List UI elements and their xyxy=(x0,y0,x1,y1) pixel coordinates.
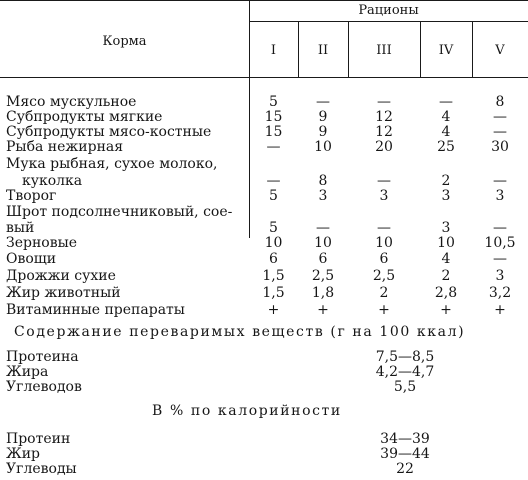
digestible-section-title: Содержание переваримых веществ (г на 100 ккал) xyxy=(14,324,466,340)
calories-value: 34—39 xyxy=(380,431,430,447)
ration-header-IV: IV xyxy=(438,43,454,58)
ration-header-V: V xyxy=(495,43,505,58)
table-top-rule xyxy=(0,0,528,1)
ration-value-cell: 1,8 xyxy=(311,285,335,301)
ration-value-cell: + xyxy=(494,302,506,318)
ration-value-cell: + xyxy=(317,302,329,318)
ration-value-cell: 2,5 xyxy=(311,268,335,284)
feed-label: Овощи xyxy=(6,251,57,267)
ration-value-cell: 3 xyxy=(379,188,389,204)
ration-value-cell: 5 xyxy=(269,220,278,236)
feed-label: Жир животный xyxy=(6,285,121,301)
ration-value-cell: 3 xyxy=(441,188,451,204)
ration-value-cell: 6 xyxy=(318,251,328,267)
digestible-label: Протеина xyxy=(6,349,79,365)
ration-value-cell: 9 xyxy=(318,124,328,140)
feed-label: Субпродукты мясо-костные xyxy=(6,124,212,140)
feed-label-continued: вый xyxy=(6,220,35,236)
calories-value: 22 xyxy=(396,461,414,477)
ration-value-cell: 15 xyxy=(264,124,283,140)
ration-value-cell: 3 xyxy=(318,188,328,204)
ration-value-cell: 30 xyxy=(491,139,509,155)
ration-value-cell: 4 xyxy=(441,109,451,125)
digestible-label: Углеводов xyxy=(6,379,82,395)
ration-value-cell: 3 xyxy=(441,220,451,236)
ration-value-cell: 2,5 xyxy=(372,268,396,284)
ration-value-cell: 3 xyxy=(495,188,505,204)
ration-value-cell: 12 xyxy=(375,124,393,140)
ration-value-cell: 2,8 xyxy=(434,285,458,301)
ration-value-cell: 8 xyxy=(318,173,328,189)
ration-value-cell: — xyxy=(493,173,507,189)
feed-label: Витаминные препараты xyxy=(6,302,185,318)
ration-header-III: III xyxy=(376,43,392,58)
calories-value: 39—44 xyxy=(380,446,430,462)
ration-value-cell: — xyxy=(493,220,507,236)
ration-value-cell: 10 xyxy=(437,235,455,251)
feed-label: Мясо мускульное xyxy=(6,94,137,110)
feed-label: Шрот подсолнечниковый, сое- xyxy=(6,204,233,220)
ration-value-cell: — xyxy=(493,109,507,125)
feed-label: Дрожжи сухие xyxy=(6,268,116,284)
table-header-rule xyxy=(0,77,528,78)
ration-value-cell: 20 xyxy=(375,139,393,155)
ration-value-cell: 10 xyxy=(314,139,332,155)
feed-column-header: Корма xyxy=(102,34,147,49)
ration-value-cell: 8 xyxy=(495,94,505,110)
ration-value-cell: 6 xyxy=(269,251,278,267)
digestible-label: Жира xyxy=(6,364,49,380)
ration-value-cell: — xyxy=(266,173,281,189)
calories-label: Протеин xyxy=(6,431,71,447)
ration-value-cell: + xyxy=(378,302,390,318)
rations-header-rule xyxy=(249,21,528,22)
feed-label: Рыба нежирная xyxy=(6,139,124,155)
ration-value-cell: 3 xyxy=(495,268,505,284)
ration-value-cell: 9 xyxy=(318,109,328,125)
ration-value-cell: 12 xyxy=(375,109,393,125)
ration-value-cell: — xyxy=(316,94,330,110)
ration-value-cell: — xyxy=(377,94,391,110)
ration-value-cell: 6 xyxy=(379,251,389,267)
ration-value-cell: 5 xyxy=(269,188,278,204)
ration-value-cell: — xyxy=(377,173,391,189)
feed-label: Зерновые xyxy=(6,235,78,251)
ration-value-cell: + xyxy=(267,302,280,318)
ration-value-cell: 15 xyxy=(264,109,283,125)
ration-value-cell: 10 xyxy=(314,235,332,251)
feed-label-continued: куколка xyxy=(22,173,83,189)
ration-value-cell: 25 xyxy=(437,139,455,155)
ration-value-cell: — xyxy=(439,94,453,110)
calories-label: Углеводы xyxy=(6,461,77,477)
ration-value-cell: 1,5 xyxy=(262,268,285,284)
calories-section-title: В % по калорийности xyxy=(152,403,342,419)
calories-label: Жир xyxy=(6,446,41,462)
ration-header-II: II xyxy=(317,43,329,58)
digestible-value: 5,5 xyxy=(393,379,417,395)
ration-value-cell: 2 xyxy=(379,285,389,301)
ration-value-cell: 3,2 xyxy=(488,285,512,301)
ration-value-cell: 1,5 xyxy=(262,285,285,301)
ration-value-cell: — xyxy=(377,220,391,236)
digestible-value: 4,2—4,7 xyxy=(375,364,435,380)
ration-value-cell: 10,5 xyxy=(484,235,516,251)
ration-value-cell: 10 xyxy=(264,235,283,251)
ration-value-cell: 5 xyxy=(269,94,278,110)
ration-header-I: I xyxy=(270,43,277,58)
ration-value-cell: 2 xyxy=(441,173,451,189)
ration-value-cell: 4 xyxy=(441,251,451,267)
digestible-value: 7,5—8,5 xyxy=(375,349,435,365)
ration-value-cell: — xyxy=(493,251,507,267)
ration-value-cell: — xyxy=(266,139,281,155)
feed-label: Субпродукты мягкие xyxy=(6,109,163,125)
ration-value-cell: — xyxy=(316,220,330,236)
ration-value-cell: 10 xyxy=(375,235,393,251)
ration-value-cell: — xyxy=(493,124,507,140)
feed-label: Творог xyxy=(6,188,57,204)
ration-value-cell: 4 xyxy=(441,124,451,140)
ration-value-cell: 2 xyxy=(441,268,451,284)
rations-header: Рационы xyxy=(358,3,419,18)
feed-label: Мука рыбная, сухое молоко, xyxy=(6,156,218,172)
ration-value-cell: + xyxy=(440,302,452,318)
